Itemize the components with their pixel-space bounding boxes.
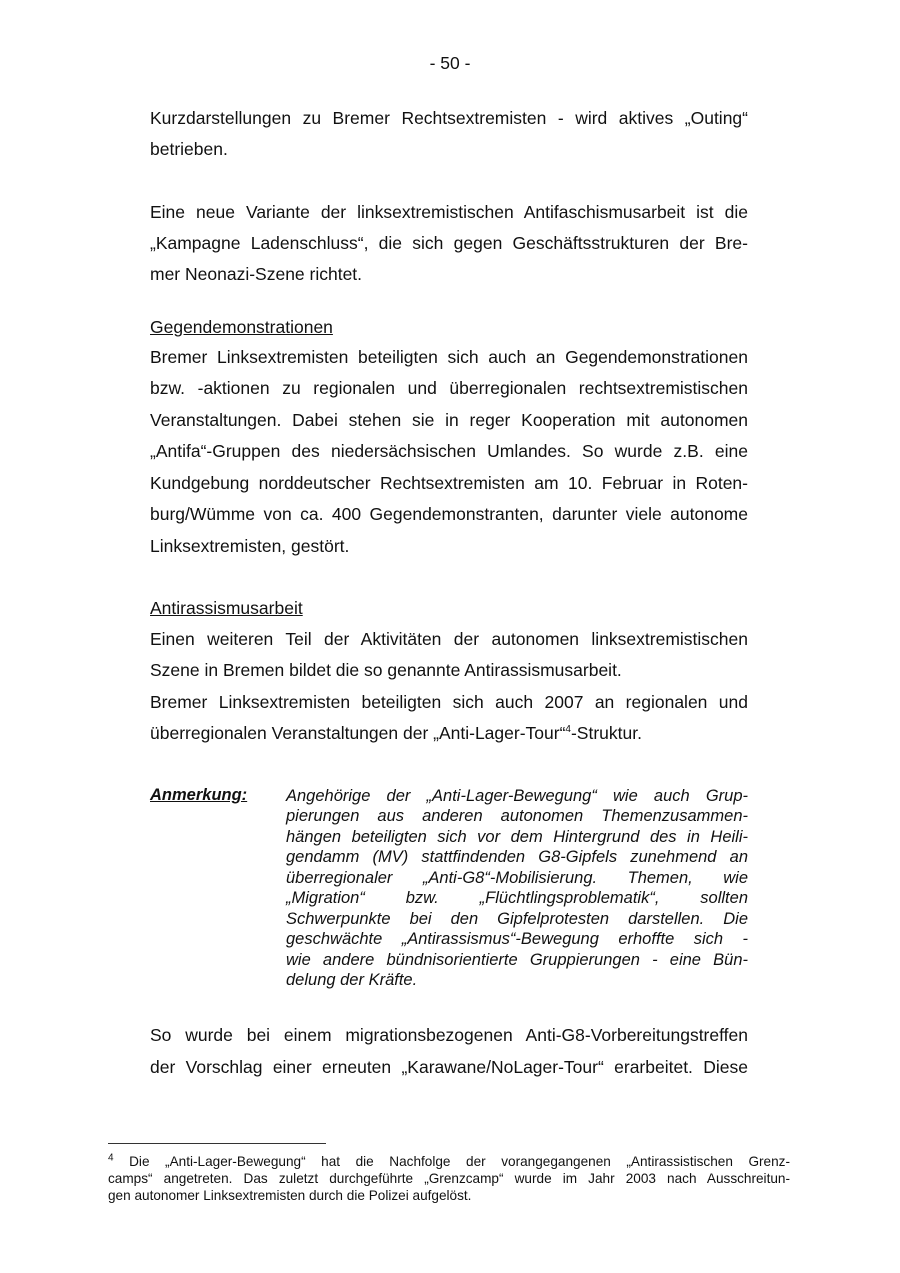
footnote-line: gen autonomer Linksextremisten durch die Polizei aufgelöst. xyxy=(108,1188,472,1203)
paragraph-line: So wurde bei einem migrationsbezogenen Anti-G8-Vorbereitungstreffen xyxy=(150,1025,748,1045)
text: Die „Anti-Lager-Bewegung“ hat die Nachfolge der vorangegangenen „Antirassistischen Grenz- xyxy=(113,1154,790,1169)
note-line: überregionaler „Anti-G8“-Mobilisierung. Themen, wie xyxy=(286,869,748,887)
footnote-line: camps“ angetreten. Das zuletzt durchgeführte „Grenzcamp“ wurde im Jahr 2003 nach Ausschreitun- xyxy=(108,1171,790,1186)
note-line: pierungen aus anderen autonomen Themenzusammen- xyxy=(286,807,748,825)
paragraph-line: Veranstaltungen. Dabei stehen sie in reger Kooperation mit autonomen xyxy=(150,410,748,430)
note-line: gendamm (MV) stattfindenden G8-Gipfels zunehmend an xyxy=(286,848,748,866)
paragraph-line: bzw. -aktionen zu regionalen und überregionalen rechtsextremistischen xyxy=(150,378,748,398)
paragraph-line: Linksextremisten, gestört. xyxy=(150,536,350,556)
paragraph-line: Szene in Bremen bildet die so genannte Antirassismusarbeit. xyxy=(150,660,622,680)
paragraph-line: Bremer Linksextremisten beteiligten sich auch 2007 an regionalen und xyxy=(150,692,748,712)
note-line: delung der Kräfte. xyxy=(286,971,418,989)
paragraph-line: mer Neonazi-Szene richtet. xyxy=(150,264,363,284)
paragraph-line xyxy=(150,722,748,744)
paragraph-line: „Antifa“-Gruppen des niedersächsischen Umlandes. So wurde z.B. eine xyxy=(150,441,748,461)
paragraph-line: „Kampagne Ladenschluss“, die sich gegen Geschäftsstrukturen der Bre- xyxy=(150,233,748,253)
paragraph-line: Einen weiteren Teil der Aktivitäten der autonomen linksextremistischen xyxy=(150,629,748,649)
footnote-marker: 4 xyxy=(108,1152,114,1164)
note-line: „Migration“ bzw. „Flüchtlingsproblematik“, sollten xyxy=(286,889,748,907)
paragraph-line: der Vorschlag einer erneuten „Karawane/NoLager-Tour“ erarbeitet. Diese xyxy=(150,1057,748,1077)
note-line: hängen beteiligten sich vor dem Hintergrund des in Heili- xyxy=(286,828,748,846)
paragraph-line: Kurzdarstellungen zu Bremer Rechtsextremisten - wird aktives „Outing“ xyxy=(150,108,748,128)
text: überregionalen Veranstaltungen der „Anti-Lager-Tour“ xyxy=(150,723,566,743)
page-number: - 50 - xyxy=(429,53,471,73)
note-label: Anmerkung: xyxy=(150,786,248,804)
paragraph-line: Eine neue Variante der linksextremistischen Antifaschismusarbeit ist die xyxy=(150,202,748,222)
footnote-line xyxy=(108,1153,790,1170)
paragraph-line: burg/Wümme von ca. 400 Gegendemonstranten, darunter viele autonome xyxy=(150,504,748,524)
note-line: Angehörige der „Anti-Lager-Bewegung“ wie auch Grup- xyxy=(286,787,748,805)
section-heading: Antirassismusarbeit xyxy=(150,598,303,618)
note-line: Schwerpunkte bei den Gipfelprotesten darstellen. Die xyxy=(286,910,748,928)
section-heading: Gegendemonstrationen xyxy=(150,317,333,337)
paragraph-line: betrieben. xyxy=(150,139,228,159)
footnote-separator xyxy=(108,1143,326,1144)
footnote-reference[interactable]: 4 xyxy=(565,724,571,736)
text: -Struktur. xyxy=(570,723,642,743)
paragraph-line: Bremer Linksextremisten beteiligten sich auch an Gegendemonstrationen xyxy=(150,347,748,367)
note-line: geschwächte „Antirassismus“-Bewegung erhoffte sich - xyxy=(286,930,748,948)
paragraph-line: Kundgebung norddeutscher Rechtsextremisten am 10. Februar in Roten- xyxy=(150,473,748,493)
note-line: wie andere bündnisorientierte Gruppierungen - eine Bün- xyxy=(286,951,748,969)
